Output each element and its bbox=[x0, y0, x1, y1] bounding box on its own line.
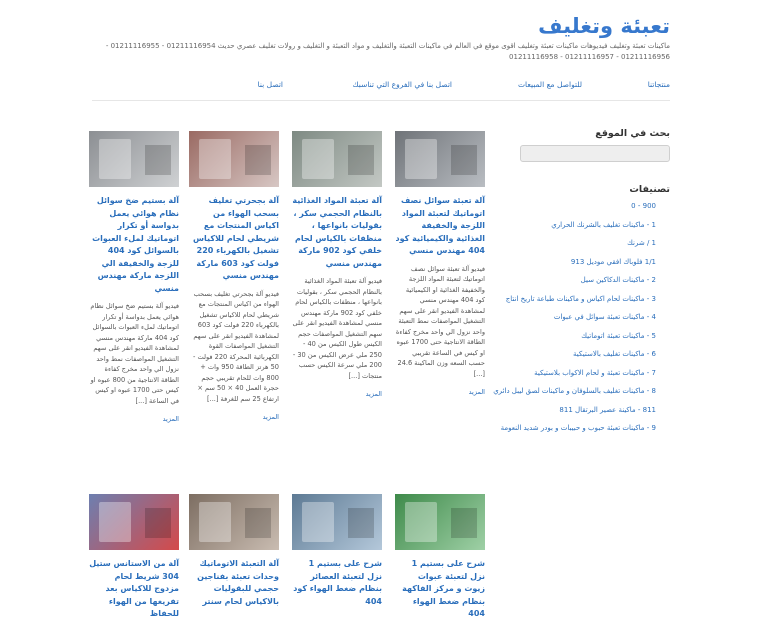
post-card bbox=[292, 131, 382, 398]
read-more-link[interactable]: المزيد bbox=[262, 413, 279, 421]
site-description: ماكينات تعبئة وتغليف فيديوهات ماكينات تعبئة وتغليف اقوى موقع في العالم في ماكينات التعبئة والتغليف و مواد التعبئة و التغليف و رولات تغليف عصري حديث 01211116954 - 01211116955 - 01211116956 - 01211116957 - 01211116958 bbox=[105, 42, 670, 61]
post-excerpt: فيديو آلة تعبئة سوائل نصف اتوماتيك لتعبئة المواد اللزجة والخفيفة الغذائية او الكيميائية كود 404 مهندس منسي لمشاهدة الفيديو انقر على سهم التشغيل المواصفات نمط التعبئة واحد نزول الي واحد مخرج كفاءة الطاقة الانتاجية حتى 1700 عبوه او كيس في الساعة تقريبي حسب السعه وزن الماكينة 24.6 [...] bbox=[395, 264, 485, 378]
category-link[interactable]: 5 - ماكينات تعبئة اتوماتيك bbox=[581, 331, 656, 340]
category-link[interactable]: 1 - ماكينات تغليف بالشرنك الحراري bbox=[551, 220, 656, 229]
category-link[interactable]: 811 - ماكينة عصير البرتقال 811 bbox=[559, 405, 656, 414]
category-link[interactable]: 1 / شرنك bbox=[627, 239, 656, 247]
read-more-link[interactable]: المزيد bbox=[365, 390, 382, 398]
post-title[interactable]: آلة تعبئة المواد الغذائية بالنظام الحجمي سكر ، بقوليات بانواعها ، منظفات بالكياس لحام خلفي كود 902 ماركة مهندس منسي bbox=[292, 196, 382, 268]
post-card bbox=[89, 131, 179, 423]
post-card bbox=[89, 494, 179, 627]
post-thumbnail[interactable] bbox=[292, 131, 382, 187]
post-title[interactable]: آلة تعبئة سوائل نصف اتوماتيك لتعبئة المواد اللزجة والخفيفة الغذائية والكيميائية كود 404 مهندس منسي bbox=[395, 196, 485, 255]
category-link[interactable]: 8 - ماكينات تغليف بالسلوفان و ماكينات لصق ليبل دائري bbox=[493, 387, 656, 395]
post-title[interactable]: آلة بستيم ضخ سوائل نظام هوائي يعمل بدواسة أو تكرار اتوماتيك لملء العبوات بالسوائل كود 404 للزجة والخفيفة الي اللزجة ماركة مهندس منسي bbox=[92, 196, 179, 293]
nav-item-products[interactable]: منتجاتنا bbox=[647, 80, 670, 89]
post-thumbnail[interactable] bbox=[189, 494, 279, 550]
category-link[interactable]: 4 - ماكينات تعبئة سوائل في عبوات bbox=[553, 313, 656, 321]
nav-item-sales-contact[interactable]: للتواصل مع المبيعات bbox=[517, 80, 582, 89]
post-thumbnail[interactable] bbox=[189, 131, 279, 187]
categories-title: تصنيفات bbox=[629, 184, 670, 195]
category-link[interactable]: 900 - 0 bbox=[631, 202, 656, 210]
post-thumbnail[interactable] bbox=[89, 131, 179, 187]
search-input[interactable] bbox=[520, 145, 670, 162]
post-thumbnail[interactable] bbox=[395, 131, 485, 187]
category-link[interactable]: 2 - ماكينات الدكاكين سيل bbox=[580, 276, 656, 284]
post-title[interactable]: آلة من الاستانس ستيل 304 شريط لحام مزدوج للاكياس بعد تفريغها من الهواء للحفاظ bbox=[89, 559, 179, 618]
post-title[interactable]: شرح على بستيم 1 نزل لتعبئة عبوات زيوت و مركز الفاكهة بنظام ضغط الهواء 404 bbox=[402, 559, 485, 618]
post-excerpt: فيديو آلة بستيم ضخ سوائل نظام هوائي يعمل بدواسة أو تكرار اتوماتيك لملء العبوات بالسوائل كود 404 ماركة مهندس منسي لمشاهدة الفيديو انقر على سهم التشغيل المواصفات نمط واحد نزول الي واحد مخرج كفاءة الطاقة الانتاجية من 800 عبوه او كيس حتى 1700 عبوه او كيس في الساعة [...] bbox=[90, 302, 179, 405]
post-excerpt: فيديو آلة بجحرتي تغليف بسحب الهواء من اكياس المنتجات مع شريطي لحام للاكياس تشغيل بالكهرباء 220 فولت كود 603 لمشاهدة الفيديو انقر على سهم التشغيل المواصفات القوة الكهربائية المحركة 220 فولت - 50 هرتز الطاقة 950 وات + 800 وات للحام تقريبي حجم حجرة العمل 40 × 50 سم × ارتفاع 25 سم للغرفة [...] bbox=[193, 289, 279, 403]
read-more-link[interactable]: المزيد bbox=[162, 415, 179, 423]
post-title[interactable]: شرح على بستيم 1 نزل لتعبئة العصائر بنظام ضغط الهواء كود 404 bbox=[293, 559, 382, 606]
sidebar bbox=[493, 128, 670, 442]
post-card bbox=[395, 494, 485, 627]
main-nav bbox=[92, 72, 670, 101]
post-card bbox=[395, 131, 485, 396]
read-more-link[interactable]: المزيد bbox=[468, 388, 485, 396]
nav-item-contact-us[interactable]: اتصل بنا bbox=[257, 80, 283, 89]
category-link[interactable]: 7 - ماكينات تعبئة و لحام الاكواب بلاستيكية bbox=[534, 368, 656, 377]
category-link[interactable]: 6 - ماكينات تغليف بالاستيكية bbox=[573, 350, 656, 358]
post-title[interactable]: آلة بجحرتي تغليف بسحب الهواء من اكياس المنتجات مع شريطي لحام للاكياس تشغيل بالكهرباء 220 فولت كود 603 ماركة مهندس منسي bbox=[193, 196, 279, 280]
post-thumbnail[interactable] bbox=[292, 494, 382, 550]
post-card bbox=[189, 494, 279, 614]
nav-item-branches-contact[interactable]: اتصل بنا في الفروع التي تناسبك bbox=[352, 80, 452, 89]
post-excerpt: فيديو آلة تعبئة المواد الغذائية بالنظام الحجمي سكر ، بقوليات بانواعها ، منظفات بالكياس لحام خلفي كود 902 ماركة مهندس منسي لمشاهدة الفيديو انقر على سهم التشغيل المواصفات حجم الكيس طول الكيس من 40 - 250 ملي عرض الكيس من 30 - 200 ملي سرعة الكيس حسب منتجات [...] bbox=[292, 277, 382, 380]
search-title: بحث في الموقع bbox=[595, 128, 670, 139]
post-card bbox=[189, 131, 279, 421]
category-link[interactable]: 9 - ماكينات تعبئة حبوب و حبيبات و بودر شديد النعومة bbox=[500, 424, 656, 432]
category-list bbox=[493, 201, 670, 442]
category-link[interactable]: 1/1 فلوباك افقي موديل 913 bbox=[570, 257, 656, 266]
category-link[interactable]: 3 - ماكينات لحام اكياس و ماكينات طباعة تاريخ انتاج bbox=[505, 294, 656, 303]
site-title[interactable]: تعبئة وتغليف bbox=[538, 14, 670, 38]
post-title[interactable]: آلة التعبئة الاتوماتيك وحدات تعبئة بفناجين حجمي للبقوليات بالاكياس لحام سنتر bbox=[197, 559, 279, 606]
post-thumbnail[interactable] bbox=[395, 494, 485, 550]
post-card bbox=[292, 494, 382, 614]
post-thumbnail[interactable] bbox=[89, 494, 179, 550]
